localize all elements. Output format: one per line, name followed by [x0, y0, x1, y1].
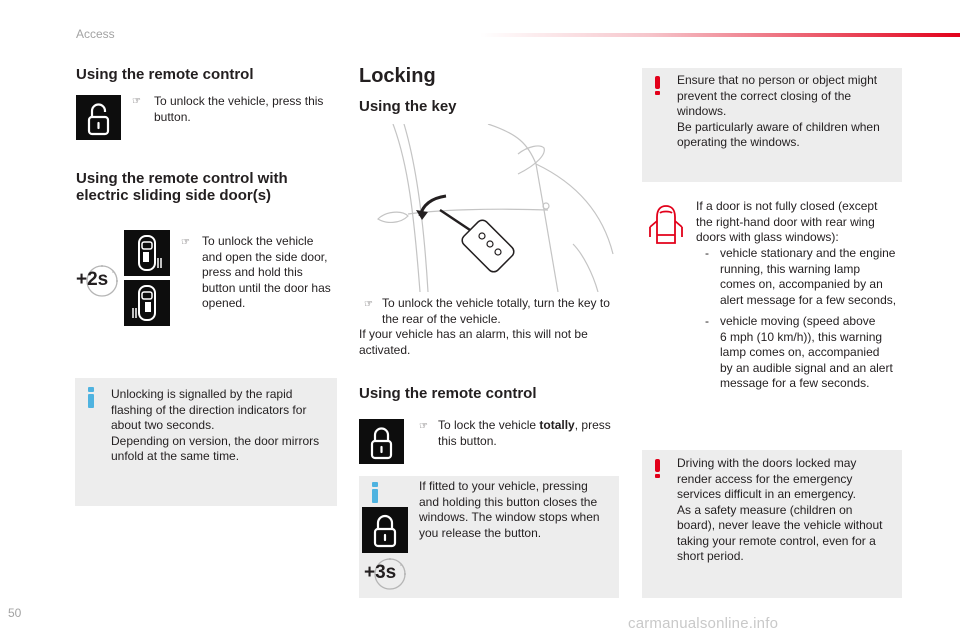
bullet-arrow-icon: ☞ [132, 96, 141, 107]
van-side-door-icon [124, 230, 170, 276]
bullet-arrow-icon: ☞ [181, 237, 190, 248]
key-bullet-text: To unlock the vehicle totally, turn the key to the rear of the vehicle. [382, 296, 610, 326]
key-illustration [368, 124, 618, 292]
remote-lock-button-icon [359, 419, 404, 464]
header-accent-bar [480, 33, 960, 37]
open-padlock-icon [76, 95, 121, 140]
door-open-warning-lamp-icon [647, 203, 685, 247]
bullet-arrow-icon: ☞ [364, 299, 373, 310]
key-icon [440, 210, 516, 274]
right-warning-text-2: Driving with the doors locked may render access for the emergency services difficult in an emergency. As a safety measure (children on board), never leave the vehicle without taking your remote control, even for a short period. [677, 456, 883, 563]
warning-exclamation-icon [655, 76, 660, 95]
door-and-key-illustration [368, 124, 618, 292]
hold-2s-badge [75, 263, 120, 298]
door-warning-item-2: vehicle moving (speed above 6 mph (10 km/h)), this warning lamp comes on, accompanied by an audible signal and an alert message for a few seconds. [720, 314, 893, 390]
middle-remote-title: Using the remote control [359, 385, 537, 402]
window-close-button-icon [362, 507, 408, 553]
hold-3s-label: +3s [364, 562, 397, 583]
using-key-title: Using the key [359, 98, 457, 115]
list-dash: - [705, 246, 709, 260]
left-remote-bullet: To unlock the vehicle, press this button. [154, 94, 324, 124]
list-dash: - [705, 314, 709, 328]
page-number: 50 [8, 606, 22, 620]
watermark: carmanualsonline.info [628, 615, 779, 632]
key-note-text: If your vehicle has an alarm, this will not be activated. [359, 327, 588, 357]
hold-3s-badge [362, 556, 407, 591]
bullet-arrow-icon: ☞ [419, 421, 428, 432]
closed-padlock-icon [359, 419, 404, 464]
sliding-door-left-icon [124, 230, 170, 276]
right-warning-text-1: Ensure that no person or object might prevent the correct closing of the windows. Be particularly aware of children when operating the windows. [677, 73, 880, 149]
left-sliding-title: Using the remote control with electric sliding side door(s) [76, 170, 288, 204]
van-side-door-icon [124, 280, 170, 326]
car-door-open-icon [647, 203, 685, 247]
locking-title: Locking [359, 65, 436, 87]
warning-exclamation-icon [655, 459, 660, 478]
middle-info-text: If fitted to your vehicle, pressing and holding this button closes the windows. The window stops when you release the button. [419, 479, 600, 540]
section-title: Access [76, 27, 115, 41]
info-icon [88, 387, 94, 408]
closed-padlock-icon [362, 507, 408, 553]
left-sliding-bullet: To unlock the vehicle and open the side door, press and hold this button until the door has opened. [202, 234, 331, 310]
door-warning-item-1: vehicle stationary and the engine running, this warning lamp comes on, accompanied by an alert message for a few seconds, [720, 246, 897, 307]
remote-unlock-button-icon [76, 95, 121, 140]
left-remote-title: Using the remote control [76, 66, 254, 83]
middle-remote-bullet: To lock the vehicle totally, press this button. [438, 418, 611, 448]
hold-2s-label: +2s [76, 269, 109, 290]
info-icon [372, 482, 378, 503]
sliding-door-right-icon [124, 280, 170, 326]
left-info-text: Unlocking is signalled by the rapid flashing of the direction indicators for about two seconds. Depending on version, the door mirrors unfold at the same time. [111, 387, 320, 463]
door-warning-intro: If a door is not fully closed (except the right-hand door with rear wing doors with glass windows): [696, 199, 878, 244]
